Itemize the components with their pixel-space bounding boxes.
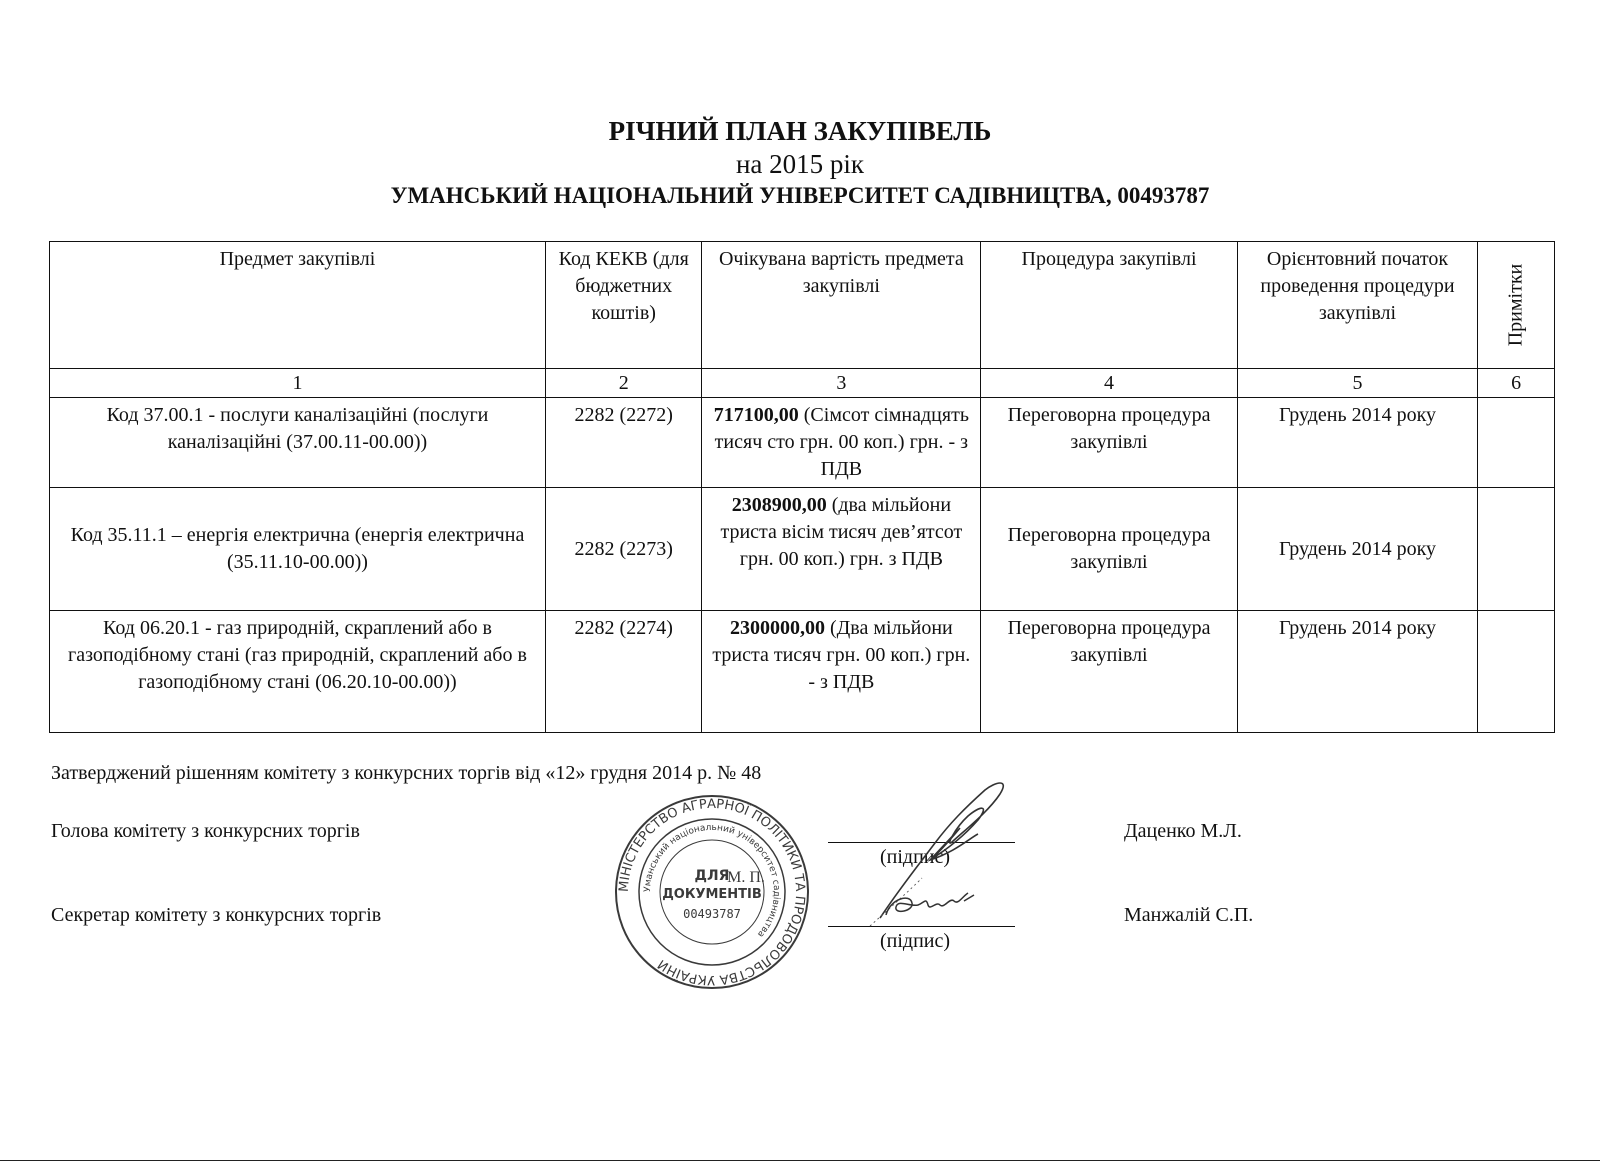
column-number: 6: [1478, 369, 1555, 398]
header-row: [50, 242, 1555, 369]
cell-procedure: Переговорна процедура закупівлі: [981, 398, 1238, 488]
cell-notes: [1478, 488, 1555, 611]
cell-kekv: 2282 (2273): [545, 488, 702, 611]
plan-year: на 2015 рік: [735, 149, 865, 179]
cell-procedure: Переговорна процедура закупівлі: [981, 611, 1238, 733]
column-number: 4: [981, 369, 1238, 398]
cost-amount: 2308900,00: [731, 494, 827, 516]
cell-subject: Код 35.11.1 – енергія електрична (енергія електрична (35.11.10-00.00)): [50, 488, 546, 611]
cell-cost: [702, 398, 981, 488]
secretary-role: Секретар комітету з конкурсних торгів: [51, 904, 382, 926]
secretary-name: Манжалій С.П.: [1124, 904, 1254, 926]
secretary-signature: [880, 885, 980, 930]
cell-cost: [702, 488, 981, 611]
document-title: РІЧНИЙ ПЛАН ЗАКУПІВЕЛЬ: [608, 116, 992, 146]
column-number: 1: [50, 369, 546, 398]
organization-name: УМАНСЬКИЙ НАЦІОНАЛЬНИЙ УНІВЕРСИТЕТ САДІВНИЦТВА, 00493787: [390, 183, 1210, 208]
col-header-cost: Очікувана вартість предмета закупівлі: [702, 242, 981, 369]
col-header-notes: [1478, 242, 1555, 369]
col-header-kekv: Код КЕКВ (для бюджетних коштів): [545, 242, 702, 369]
stamp-code: 00493787: [683, 907, 741, 921]
cell-notes: [1478, 611, 1555, 733]
stamp-outer-text: МІНІСТЕРСТВО АГРАРНОЇ ПОЛІТИКИ ТА ПРОДОВОЛЬСТВА УКРАЇНИ: [616, 796, 808, 988]
cost-amount: 2300000,00: [729, 617, 825, 639]
approval-line: Затверджений рішенням комітету з конкурсних торгів від «12» грудня 2014 р. № 48: [51, 762, 762, 784]
column-number: 2: [545, 369, 702, 398]
cell-notes: [1478, 398, 1555, 488]
stamp-inner-text: Уманський національний університет садівництва: [642, 822, 782, 939]
stamp-line1: ДЛЯ: [694, 868, 730, 884]
cell-start: Грудень 2014 року: [1237, 488, 1477, 611]
cost-text: (два мільйони триста вісім тисяч дев’ятсот грн. 00 коп.) грн. з ПДВ: [720, 494, 963, 570]
cell-subject: Код 37.00.1 - послуги каналізаційні (послуги каналізаційні (37.00.11-00.00)): [50, 398, 546, 488]
stamp-place-note: М. П.: [727, 869, 765, 886]
column-number: 5: [1237, 369, 1477, 398]
cell-procedure: Переговорна процедура закупівлі: [981, 488, 1238, 611]
col-header-subject: Предмет закупівлі: [50, 242, 546, 369]
procurement-table: [49, 241, 1555, 733]
cell-kekv: 2282 (2272): [545, 398, 702, 488]
scan-bottom-edge: [0, 1160, 1600, 1161]
cell-start: Грудень 2014 року: [1237, 611, 1477, 733]
column-number-row: [50, 369, 1555, 398]
cost-amount: 717100,00: [713, 404, 799, 426]
table-row: [50, 398, 1555, 488]
title-block: [0, 114, 1600, 212]
chair-name: Даценко М.Л.: [1124, 820, 1242, 842]
cost-text: (Сімсот сімнадцять тисяч сто грн. 00 коп.) грн. - з ПДВ: [714, 404, 969, 480]
stamp-line2: ДОКУМЕНТІВ: [662, 887, 762, 902]
cell-start: Грудень 2014 року: [1237, 398, 1477, 488]
col-header-procedure: Процедура закупівлі: [981, 242, 1238, 369]
notes-header-label: Примітки: [1504, 263, 1527, 347]
cell-cost: [702, 611, 981, 733]
col-header-start: Орієнтовний початок проведення процедури закупівлі: [1237, 242, 1477, 369]
table-row: [50, 488, 1555, 611]
cell-kekv: 2282 (2274): [545, 611, 702, 733]
table-row: [50, 611, 1555, 733]
cost-text: (Два мільйони триста тисяч грн. 00 коп.) грн. - з ПДВ: [712, 617, 971, 693]
chair-role: Голова комітету з конкурсних торгів: [51, 820, 360, 842]
official-stamp: [612, 792, 812, 992]
column-number: 3: [702, 369, 981, 398]
chair-signature-caption: (підпис): [880, 846, 951, 868]
cell-subject: Код 06.20.1 - газ природній, скраплений або в газоподібному стані (газ природній, скраплений або в газоподібному стані (06.20.10-00.00)): [50, 611, 546, 733]
secretary-signature-caption: (підпис): [880, 930, 951, 952]
